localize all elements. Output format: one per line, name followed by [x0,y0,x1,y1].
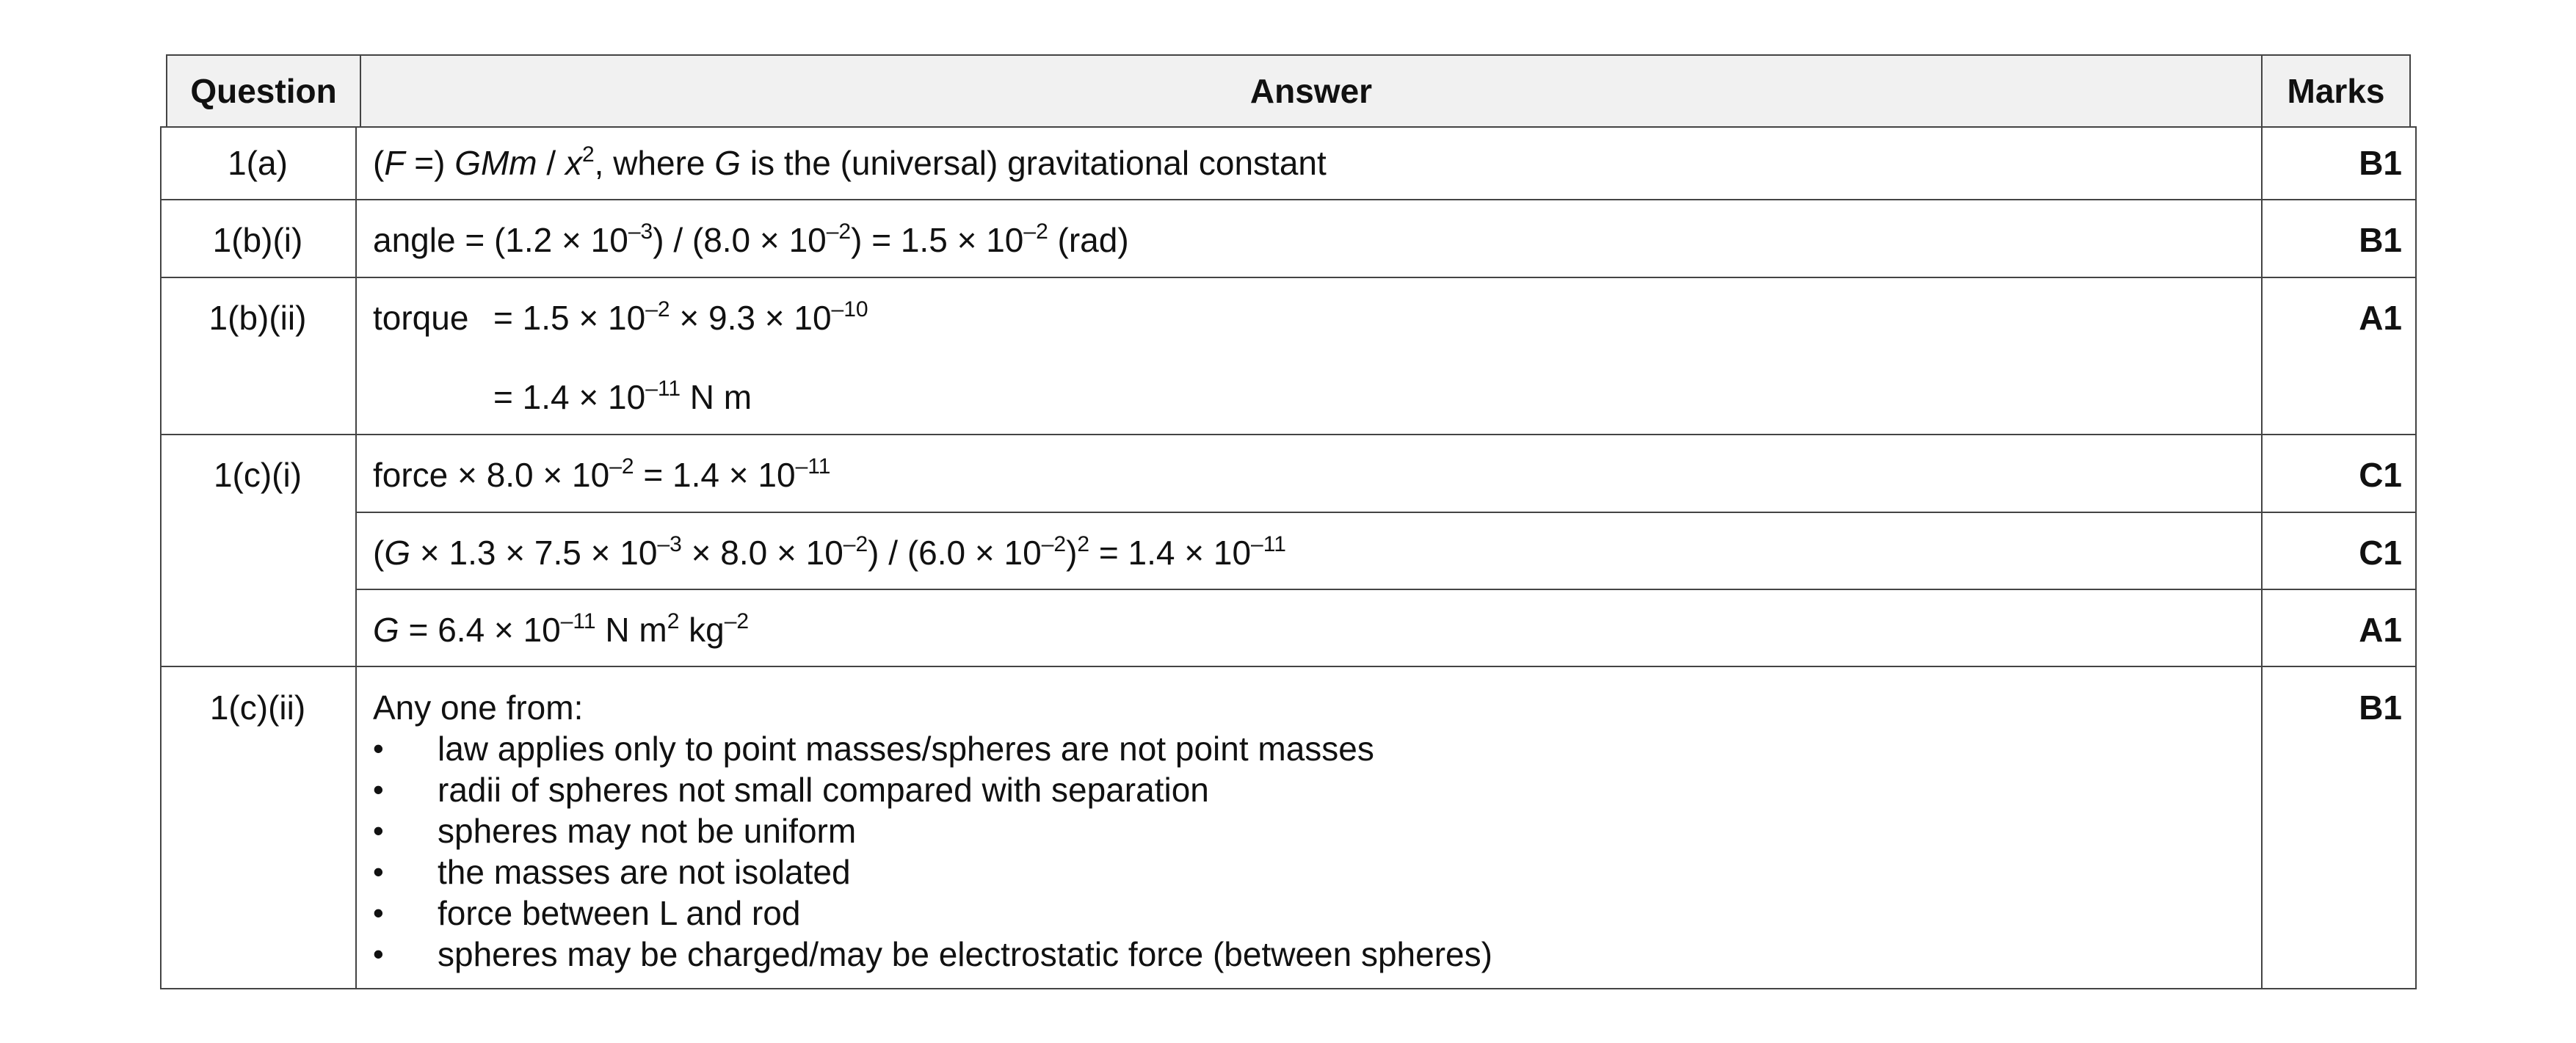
list-item: the masses are not isolated [438,853,851,891]
bullet-icon: • [373,937,384,971]
list-item: law applies only to point masses/spheres are not point masses [438,730,1374,768]
answer-text: force × $8.0 \times 10^{-2} = 1.4 \times 10^{-11}$ [373,454,831,494]
column-divider [355,126,357,989]
mark-code: B1 [2359,688,2402,727]
list-item: spheres may be charged/may be electrostatic force (between spheres) [438,935,1492,973]
mark-code: B1 [2359,221,2402,259]
bullet-icon: • [373,854,384,889]
mark-code: A1 [2359,611,2402,649]
answer-header: Answer [1249,72,1373,110]
list-item: radii of spheres not small compared with separation [438,771,1209,809]
answer-intro: Any one from: [373,688,584,727]
mark-code: B1 [2359,144,2402,182]
row-divider [355,512,2417,513]
answer-text: $G = 6.4 \times 10^{-11}$ N $m^2$ $kg^{-2}$ [373,609,750,649]
row-divider [160,434,2417,435]
question-number: 1(b)(ii) [208,299,307,337]
mark-code: A1 [2359,299,2402,337]
question-number: 1(c)(ii) [209,688,306,727]
answer-text: (F =) GMm / $x^2$, where G is the (universal) gravitational constant [373,142,1327,182]
mark-code: C1 [2359,456,2402,494]
question-header: Question [190,72,337,110]
bullet-icon: • [373,731,384,766]
question-number: 1(b)(i) [212,221,303,259]
question-number: 1(a) [228,144,288,182]
bullet-icon: • [373,813,384,848]
row-divider [355,589,2417,590]
list-item: force between L and rod [438,894,801,932]
row-divider [160,199,2417,200]
question-number: 1(c)(i) [213,456,302,494]
list-item: spheres may not be uniform [438,812,857,850]
bullet-icon: • [373,895,384,930]
table-header [166,54,2411,128]
marks-header: Marks [2287,72,2385,110]
bullet-icon: • [373,772,384,807]
row-divider [160,666,2417,667]
row-divider [160,277,2417,278]
mark-code: C1 [2359,534,2402,572]
answer-text: = $1.5 \times 10^{-2} \times 9.3 \times 10^{-10}$ [493,297,868,337]
answer-text: angle = $(1.2 \times 10^{-3}) / (8.0 \times 10^{-2}) = 1.5 \times 10^{-2}$ (rad) [373,219,1129,259]
column-divider [2261,126,2263,989]
answer-text: $(G \times 1.3 \times 7.5 \times 10^{-3} \times 8.0 \times 10^{-2}) / (6.0 \times 10^{-2})^2 = 1.4 \times 10^{-11}$ [373,532,1286,572]
answer-label: torque [373,299,469,337]
answer-text: = $1.4 \times 10^{-11}$ N m [493,377,752,416]
